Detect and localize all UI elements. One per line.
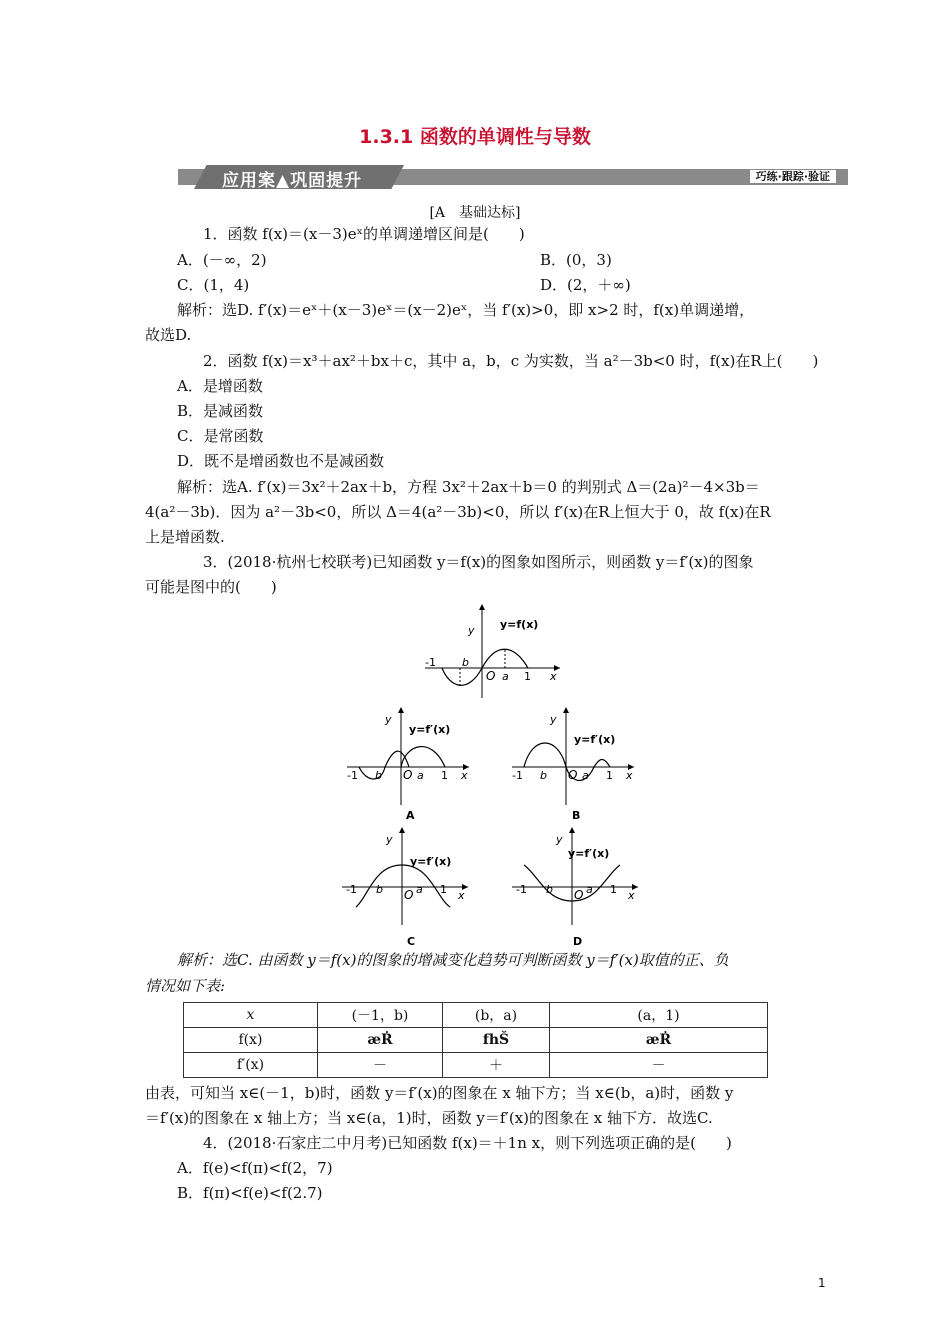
option-label-a: A: [406, 809, 415, 822]
q3-stem-1: 3．(2018·杭州七校联考)已知函数 y＝f(x)的图象如图所示，则函数 y＝f′(x)的图象: [203, 553, 754, 571]
table-cell: (－1，b): [318, 1003, 443, 1028]
origin-label: O: [574, 888, 584, 902]
tick-one: 1: [610, 883, 617, 896]
axis-y-label: y: [556, 833, 563, 846]
main-graph: [420, 600, 565, 700]
table-cell: (b，a): [443, 1003, 550, 1028]
curve-label-fpx: y=f′(x): [409, 723, 451, 736]
q1-option-a: A．(－∞，2): [177, 251, 267, 269]
curve-label-fpx: y=f′(x): [410, 855, 452, 868]
option-graph-b: [510, 705, 640, 825]
q1-option-c: C．(1，4): [177, 276, 250, 294]
curve-label-fpx: y=f′(x): [574, 733, 616, 746]
tick-b: b: [540, 769, 547, 782]
banner-tab-label: 应用案▲巩固提升: [222, 171, 363, 191]
q4-stem: 4．(2018·石家庄二中月考)已知函数 f(x)＝＋1n x，则下列选项正确的是( ): [203, 1134, 732, 1152]
q2-option-b: B．是减函数: [177, 402, 264, 420]
axis-x-label: x: [458, 889, 465, 902]
origin-label: O: [486, 669, 496, 683]
banner-right-label: 巧练·跟踪·验证: [750, 170, 836, 183]
tick-minus-one: -1: [346, 883, 357, 896]
q2-solution-1: 解析：选A. f′(x)＝3x²＋2ax＋b，方程 3x²＋2ax＋b＝0 的判别式 Δ＝(2a)²－4×3b＝: [177, 478, 760, 496]
q3-stem-2: 可能是图中的( ): [145, 578, 277, 596]
axis-x-label: x: [626, 769, 633, 782]
table-cell: ＋: [443, 1053, 550, 1078]
table-cell: f′(x): [184, 1053, 318, 1078]
q4-option-a: A．f(e)<f(π)<f(2，7): [177, 1159, 333, 1177]
tick-b: b: [462, 656, 469, 669]
table-row: [184, 1003, 768, 1028]
table-cell: x: [184, 1003, 318, 1028]
q3-solution-2: 情况如下表:: [145, 977, 226, 995]
q2-solution-2: 4(a²－3b)．因为 a²－3b<0，所以 Δ＝4(a²－3b)<0，所以 f′(x)在R上恒大于 0，故 f(x)在R: [145, 503, 771, 521]
origin-label: O: [403, 768, 413, 782]
table-cell: æṘ: [550, 1028, 768, 1053]
q3-solution-3: 由表，可知当 x∈(－1，b)时，函数 y＝f′(x)的图象在 x 轴下方；当 x∈(b，a)时，函数 y: [145, 1084, 734, 1102]
section-banner: [178, 165, 848, 191]
axis-y-label: y: [550, 713, 557, 726]
tick-one: 1: [524, 670, 531, 683]
curve-label-fx: y=f(x): [500, 618, 539, 631]
q2-stem: 2．函数 f(x)＝x³＋ax²＋bx＋c，其中 a，b，c 为实数，当 a²－3b<0 时，f(x)在R上( ): [203, 352, 819, 370]
option-label-b: B: [572, 809, 581, 822]
table-row: [184, 1053, 768, 1078]
option-graph-c: [340, 825, 475, 950]
q1-solution-1: 解析：选D. f′(x)＝eˣ＋(x－3)eˣ＝(x－2)eˣ，当 f′(x)>0，即 x>2 时，f(x)单调递增，: [177, 301, 755, 319]
q2-option-a: A．是增函数: [177, 377, 263, 395]
page-number: 1: [818, 1276, 826, 1290]
q1-option-d: D．(2，＋∞): [540, 276, 631, 294]
tick-a: a: [582, 769, 589, 782]
q3-solution-4: ＝f′(x)的图象在 x 轴上方；当 x∈(a，1)时，函数 y＝f′(x)的图象在 x 轴下方．故选C.: [145, 1109, 713, 1127]
tick-one: 1: [441, 769, 448, 782]
tick-a: a: [416, 883, 423, 896]
tick-a: a: [586, 883, 593, 896]
tick-b: b: [376, 883, 383, 896]
axis-x-label: x: [628, 889, 635, 902]
table-cell: æṘ: [318, 1028, 443, 1053]
q4-option-b: B．f(π)<f(e)<f(2.7): [177, 1184, 323, 1202]
axis-y-label: y: [385, 713, 392, 726]
axis-x-label: x: [461, 769, 468, 782]
tick-minus-one: -1: [425, 656, 436, 669]
table-row: [184, 1028, 768, 1053]
q2-solution-3: 上是增函数.: [145, 528, 225, 546]
axis-y-label: y: [386, 833, 393, 846]
tick-b: b: [375, 769, 382, 782]
tick-a: a: [502, 670, 509, 683]
q1-solution-2: 故选D.: [145, 326, 192, 344]
sign-table: [183, 1002, 768, 1078]
tick-minus-one: -1: [347, 769, 358, 782]
origin-label: O: [404, 888, 414, 902]
table-cell: －: [550, 1053, 768, 1078]
axis-x-label: x: [550, 670, 557, 683]
option-label-d: D: [573, 935, 583, 948]
axis-y-label: y: [468, 624, 475, 637]
tick-a: a: [417, 769, 424, 782]
table-cell: f(x): [184, 1028, 318, 1053]
option-graph-a: [345, 705, 475, 825]
tick-minus-one: -1: [516, 883, 527, 896]
curve-label-fpx: y=f′(x): [568, 847, 610, 860]
table-cell: fhŠ: [443, 1028, 550, 1053]
q1-option-b: B．(0，3): [540, 251, 612, 269]
tick-one: 1: [440, 883, 447, 896]
table-cell: －: [318, 1053, 443, 1078]
option-label-c: C: [407, 935, 416, 948]
table-cell: (a，1): [550, 1003, 768, 1028]
option-graph-d: [510, 825, 645, 950]
section-heading: [A 基础达标]: [429, 205, 521, 221]
origin-label: O: [568, 768, 578, 782]
page-title: 1.3.1 函数的单调性与导数: [359, 126, 591, 148]
tick-b: b: [546, 883, 553, 896]
q2-option-c: C．是常函数: [177, 427, 264, 445]
tick-minus-one: -1: [512, 769, 523, 782]
q1-stem: 1．函数 f(x)＝(x－3)eˣ的单调递增区间是( ): [203, 225, 525, 243]
tick-one: 1: [606, 769, 613, 782]
q2-option-d: D．既不是增函数也不是减函数: [177, 452, 385, 470]
q3-solution-1: 解析：选C. 由函数 y＝f(x)的图象的增减变化趋势可判断函数 y＝f′(x)取值的正、负: [177, 951, 729, 969]
